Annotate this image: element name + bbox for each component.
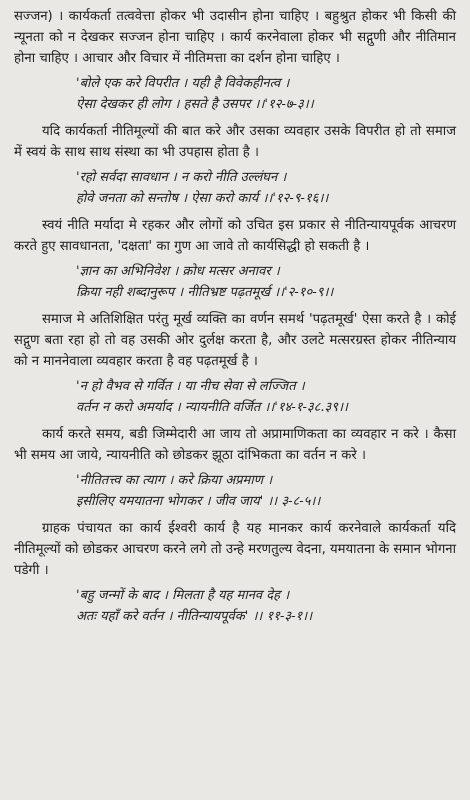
- paragraph-4: समाज मे अतिशिक्षित परंतु मूर्ख व्यक्ति का वर्णन समर्थ 'पढ़तमूर्ख' ऐसा करते है । कोई सद्गुण बता रहा हो तो वह उसकी ओर दुर्लक्ष करता है, और उलटे मत्सरग्रस्त होकर नीतिन्याय को न माननेवाला व्यवहार करता है वह पढ़तमूर्ख है ।: [14, 312, 456, 369]
- verse-4-line-1: 'न हो वैभव से गर्वित । या नीच सेवा से लज्जित ।: [76, 379, 305, 394]
- verse-3-line-1: 'ज्ञान का अभिनिवेश । क्रोध मत्सर अनावर ।: [76, 264, 280, 279]
- verse-1-line-1: 'बोले एक करे विपरीत । यही है विवेकहीनत्व ।: [76, 76, 290, 91]
- verse-2-line-2: होवे जनता को सन्तोष । ऐसा करो कार्य ।।'१२-९-१६।।: [76, 191, 329, 206]
- verse-3-line-2: क्रिया नही शब्दानुरूप । नीतिभ्रष्ट पढ़तमूर्ख ।।'२-१०-९।।: [76, 285, 334, 300]
- paragraph-3: स्वयं नीति मर्यादा मे रहकर और लोगों को उचित इस प्रकार से नीतिन्यायपूर्वक आचरण करते हुए सावधानता, 'दक्षता' का गुण आ जावे तो कार्यसिद्धी हो सकती है ।: [14, 218, 456, 254]
- paragraph-5: कार्य करते समय, बडी जिम्मेदारी आ जाय तो अप्रामाणिकता का व्यवहार न करे । कैसा भी समय आ जाये, न्यायनीति को छोडकर झूठा दांभिकता का वर्तन न करे ।: [14, 427, 456, 463]
- verse-3: [14, 261, 456, 303]
- paragraph-2: यदि कार्यकर्ता नीतिमूल्यों की बात करे और उसका व्यवहार उसके विपरीत हो तो समाज में स्वयं के साथ साथ संस्था का भी उपहास होता है ।: [14, 124, 456, 160]
- verse-1-line-2: ऐसा देखकर ही लोग । हसते है उसपर ।।'१२-७-३।।: [76, 97, 314, 112]
- verse-2-line-1: 'रहो सर्वदा सावधान । न करो नीति उल्लंघन ।: [76, 170, 287, 185]
- verse-5-line-1: 'नीतितत्त्व का त्याग । करे क्रिया अप्रमाण ।: [76, 473, 273, 488]
- verse-4-line-2: वर्तन न करो अमर्याद । न्यायनीति वर्जित ।।'१४-१-३८.३९।।: [76, 400, 348, 415]
- verse-5-line-2: इसीलिए यमयातना भोगकर । जीव जाय' ।। ३-८-५।।: [76, 494, 321, 509]
- paragraph-1: सज्जन) । कार्यकर्ता तत्ववेत्ता होकर भी उदासीन होना चाहिए । बहुश्रुत होकर भी किसी की न्यूनता को न देखकर सज्जन होना चाहिए । कार्य करनेवाला होकर भी सद्गुणी और नीतिमान होना चाहिए । आचार और विचार में नीतिमत्ता का दर्शन होना चाहिए ।: [14, 9, 456, 66]
- verse-5: [14, 470, 456, 512]
- verse-4: [14, 376, 456, 418]
- verse-6-line-1: 'बहु जन्मों के बाद । मिलता है यह मानव देह ।: [76, 588, 290, 603]
- verse-1: [14, 73, 456, 115]
- paragraph-6: ग्राहक पंचायत का कार्य ईश्वरी कार्य है यह मानकर कार्य करनेवाले कार्यकर्ता यदि नीतिमूल्यों को छोडकर आचरण करने लगे तो उन्हे मरणतुल्य वेदना, यमयातना के समान भोगना पडेगी ।: [14, 521, 456, 578]
- verse-6-line-2: अतः यहाँ करे वर्तन । नीतिन्यायपूर्वक' ।। ११-३-१।।: [76, 609, 313, 624]
- verse-2: [14, 167, 456, 209]
- verse-6: [14, 585, 456, 627]
